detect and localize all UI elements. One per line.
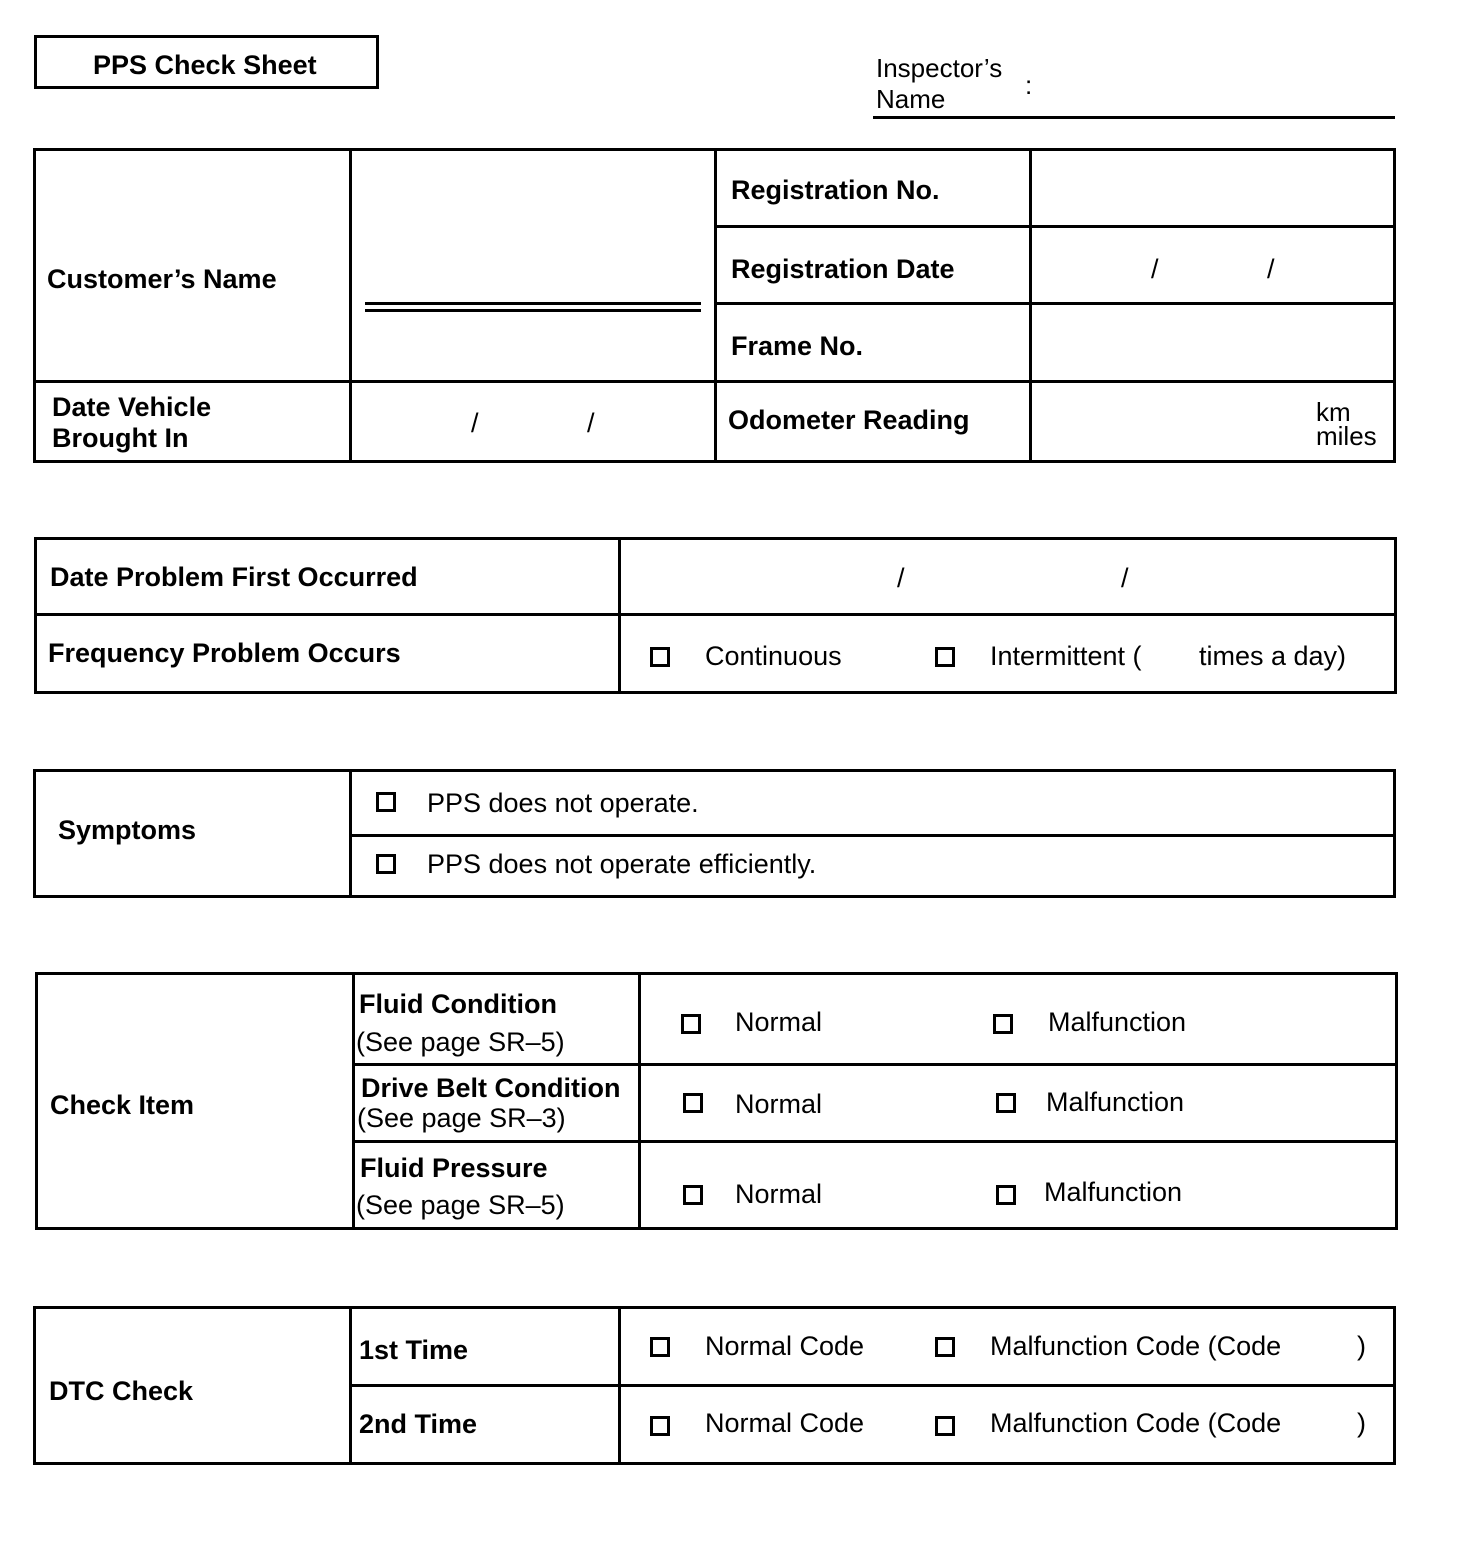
date-brought-label-line2: Brought In	[52, 423, 189, 453]
customer-table-divider-1	[349, 148, 352, 463]
symptom-option1-checkbox[interactable]	[376, 792, 396, 812]
dtc-2nd-malfunction-checkbox[interactable]	[935, 1416, 955, 1436]
drive-belt-normal-checkbox[interactable]	[683, 1093, 703, 1113]
times-a-day-label: times a day)	[1199, 641, 1347, 671]
customer-name-line-2	[365, 309, 701, 312]
frame-no-label: Frame No.	[731, 331, 864, 361]
customer-row-divider-2	[714, 302, 1396, 305]
inspector-label-line2: Name	[876, 84, 946, 114]
date-brought-separator-2: /	[587, 408, 595, 438]
inspector-name-line[interactable]	[873, 116, 1395, 119]
date-brought-label-line1: Date Vehicle	[52, 392, 212, 422]
dtc-2nd-normal-checkbox[interactable]	[650, 1416, 670, 1436]
continuous-checkbox[interactable]	[650, 647, 670, 667]
fluid-pressure-normal-checkbox[interactable]	[683, 1185, 703, 1205]
first-occurred-separator-2: /	[1121, 563, 1129, 593]
unit-km: km	[1316, 397, 1351, 427]
registration-date-separator-2: /	[1267, 254, 1275, 284]
dtc-1st-time-label: 1st Time	[359, 1335, 469, 1365]
check-item-divider-2	[638, 972, 641, 1230]
fluid-pressure-malfunction-label: Malfunction	[1044, 1177, 1183, 1207]
customer-table-divider-2	[714, 148, 717, 463]
intermittent-checkbox[interactable]	[935, 647, 955, 667]
page-title: PPS Check Sheet	[93, 50, 317, 80]
dtc-2nd-malfunction-label: Malfunction Code (Code	[990, 1408, 1282, 1438]
drive-belt-title: Drive Belt Condition	[361, 1073, 621, 1103]
dtc-1st-close-paren: )	[1357, 1331, 1366, 1361]
first-occurred-label: Date Problem First Occurred	[50, 562, 418, 592]
fluid-condition-normal-checkbox[interactable]	[681, 1014, 701, 1034]
symptoms-label: Symptoms	[58, 815, 197, 845]
registration-no-label: Registration No.	[731, 175, 940, 205]
fluid-condition-malfunction-label: Malfunction	[1048, 1007, 1187, 1037]
symptom-option1-label: PPS does not operate.	[427, 788, 699, 818]
drive-belt-normal-label: Normal	[735, 1089, 823, 1119]
fluid-pressure-title: Fluid Pressure	[360, 1153, 548, 1183]
odometer-label: Odometer Reading	[728, 405, 970, 435]
dtc-2nd-normal-label: Normal Code	[705, 1408, 865, 1438]
registration-date-label: Registration Date	[731, 254, 955, 284]
fluid-pressure-malfunction-checkbox[interactable]	[996, 1185, 1016, 1205]
customer-row-divider-1	[714, 225, 1396, 228]
unit-miles: miles	[1316, 421, 1377, 451]
fluid-pressure-normal-label: Normal	[735, 1179, 823, 1209]
dtc-1st-normal-label: Normal Code	[705, 1331, 865, 1361]
check-item-row-divider-2	[352, 1140, 1398, 1143]
intermittent-label: Intermittent (	[990, 641, 1142, 671]
customer-table-divider-3	[1029, 148, 1032, 463]
fluid-condition-ref: (See page SR–5)	[356, 1027, 565, 1057]
inspector-colon: :	[1025, 70, 1033, 100]
problem-row-divider	[34, 613, 1397, 616]
fluid-condition-malfunction-checkbox[interactable]	[993, 1014, 1013, 1034]
symptoms-row-divider	[349, 834, 1396, 837]
date-brought-separator-1: /	[471, 408, 479, 438]
customer-name-label: Customer’s Name	[47, 264, 277, 294]
frequency-label: Frequency Problem Occurs	[48, 638, 401, 668]
registration-date-separator-1: /	[1151, 254, 1159, 284]
drive-belt-malfunction-label: Malfunction	[1046, 1087, 1185, 1117]
drive-belt-malfunction-checkbox[interactable]	[996, 1093, 1016, 1113]
inspector-label-line1: Inspector’s	[876, 53, 1003, 83]
dtc-2nd-time-label: 2nd Time	[359, 1409, 478, 1439]
dtc-label: DTC Check	[49, 1376, 194, 1406]
continuous-label: Continuous	[705, 641, 842, 671]
dtc-1st-malfunction-checkbox[interactable]	[935, 1337, 955, 1357]
symptom-option2-label: PPS does not operate efficiently.	[427, 849, 817, 879]
fluid-pressure-ref: (See page SR–5)	[356, 1190, 565, 1220]
symptom-option2-checkbox[interactable]	[376, 854, 396, 874]
check-item-divider-1	[352, 972, 355, 1230]
customer-row-divider-3	[33, 380, 1396, 383]
drive-belt-ref: (See page SR–3)	[357, 1103, 566, 1133]
fluid-condition-normal-label: Normal	[735, 1007, 823, 1037]
check-item-row-divider-1	[352, 1063, 1398, 1066]
dtc-2nd-close-paren: )	[1357, 1408, 1366, 1438]
dtc-1st-malfunction-label: Malfunction Code (Code	[990, 1331, 1282, 1361]
dtc-row-divider	[349, 1384, 1396, 1387]
customer-name-line-1[interactable]	[365, 302, 701, 305]
fluid-condition-title: Fluid Condition	[359, 989, 557, 1019]
check-item-table	[35, 972, 1398, 1230]
dtc-1st-normal-checkbox[interactable]	[650, 1337, 670, 1357]
title-box	[34, 35, 379, 89]
check-item-label: Check Item	[50, 1090, 195, 1120]
first-occurred-separator-1: /	[897, 563, 905, 593]
